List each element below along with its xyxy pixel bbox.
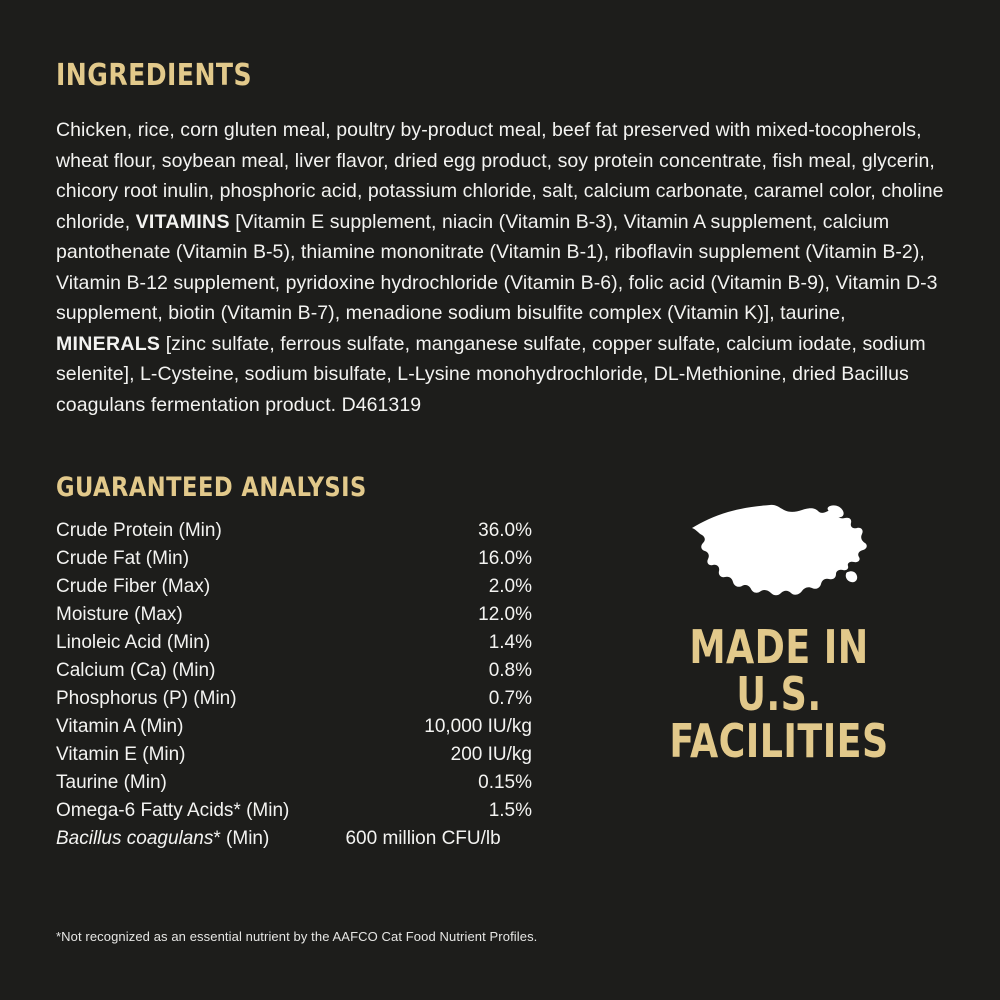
analysis-row	[56, 601, 536, 629]
guaranteed-analysis-heading: GUARANTEED ANALYSIS	[56, 472, 367, 503]
analysis-row-value: 16.0%	[478, 548, 532, 569]
analysis-row-label: Crude Fiber (Max)	[56, 576, 211, 597]
analysis-row-label: Taurine (Min)	[56, 772, 167, 793]
analysis-row-label: Vitamin E (Min)	[56, 744, 186, 765]
ingredients-heading: INGREDIENTS	[56, 58, 253, 93]
analysis-row-value: 600 million CFU/lb	[345, 828, 501, 849]
analysis-row-label: Linoleic Acid (Min)	[56, 632, 211, 653]
analysis-row-label: Calcium (Ca) (Min)	[56, 660, 216, 681]
ingredients-text-part-2: [Vitamin E supplement, niacin (Vitamin B-3), Vitamin A supplement, calcium pantothenate (Vitamin B-5), thiamine mononitrate (Vitamin B-1), riboflavin supplement (Vitamin B-2), Vitamin B-12 supplement, pyridoxine hydrochloride (Vitamin B-6), folic acid (Vitamin B-9), Vitamin D-3 supplement, biotin (Vitamin B-7), menadione sodium bisulfite complex (Vitamin K)], taurine,	[56, 210, 938, 324]
analysis-row	[56, 517, 536, 545]
ingredients-text-part-1: Chicken, rice, corn gluten meal, poultry by-product meal, beef fat preserved with mixed-tocopherols, wheat flour, soybean meal, liver flavor, dried egg product, soy protein concentrate, fish meal, glycerin, chicory root inulin, phosphoric acid, potassium chloride, salt, calcium carbonate, caramel color, choline chloride,	[56, 119, 944, 233]
analysis-row-value: 2.0%	[488, 576, 532, 597]
made-in-line-2: U.S.	[736, 667, 822, 721]
analysis-row-label: Vitamin A (Min)	[56, 716, 184, 737]
analysis-row	[56, 713, 536, 741]
analysis-row	[56, 685, 536, 713]
minerals-label: MINERALS	[56, 332, 161, 355]
made-in-us-badge	[644, 500, 914, 768]
analysis-row-value: 12.0%	[478, 604, 532, 625]
analysis-row-label: Crude Protein (Min)	[56, 520, 222, 541]
ingredients-text	[56, 115, 944, 420]
analysis-row-value: 1.4%	[488, 632, 532, 653]
analysis-row	[56, 545, 536, 573]
analysis-row	[56, 741, 536, 769]
analysis-row-label-italic: Bacillus coagulans	[56, 828, 214, 849]
made-in-line-1: MADE IN	[689, 620, 869, 674]
vitamins-label: VITAMINS	[135, 210, 230, 233]
analysis-row	[56, 573, 536, 601]
analysis-row	[56, 629, 536, 657]
analysis-row-value: 0.7%	[488, 688, 532, 709]
analysis-row-label	[56, 825, 331, 853]
guaranteed-analysis-table	[56, 517, 536, 853]
analysis-row-value: 0.8%	[488, 660, 532, 681]
analysis-row	[56, 657, 536, 685]
ingredients-text-part-3: [zinc sulfate, ferrous sulfate, manganese sulfate, copper sulfate, calcium iodate, sodium selenite], L-Cysteine, sodium bisulfate, L-Lysine monohydrochloride, DL-Methionine, dried Bacillus coagulans fermentation product. D461319	[56, 332, 926, 416]
analysis-row-label: Crude Fat (Min)	[56, 548, 190, 569]
analysis-row-label: Phosphorus (P) (Min)	[56, 688, 237, 709]
analysis-row-value: 200 IU/kg	[450, 744, 532, 765]
analysis-row-value: 10,000 IU/kg	[424, 716, 532, 737]
analysis-row-label-rest: * (Min)	[213, 828, 270, 849]
analysis-row-value: 1.5%	[488, 800, 532, 821]
footnote-text: *Not recognized as an essential nutrient by the AAFCO Cat Food Nutrient Profiles.	[56, 929, 538, 944]
analysis-row	[56, 825, 536, 853]
analysis-row	[56, 769, 536, 797]
made-in-line-3: FACILITIES	[669, 714, 889, 768]
analysis-row-value: 0.15%	[478, 772, 532, 793]
analysis-row-label: Moisture (Max)	[56, 604, 183, 625]
analysis-row	[56, 797, 536, 825]
analysis-row-value: 36.0%	[478, 520, 532, 541]
usa-map-icon	[684, 500, 874, 610]
analysis-row-label: Omega-6 Fatty Acids* (Min)	[56, 800, 290, 821]
